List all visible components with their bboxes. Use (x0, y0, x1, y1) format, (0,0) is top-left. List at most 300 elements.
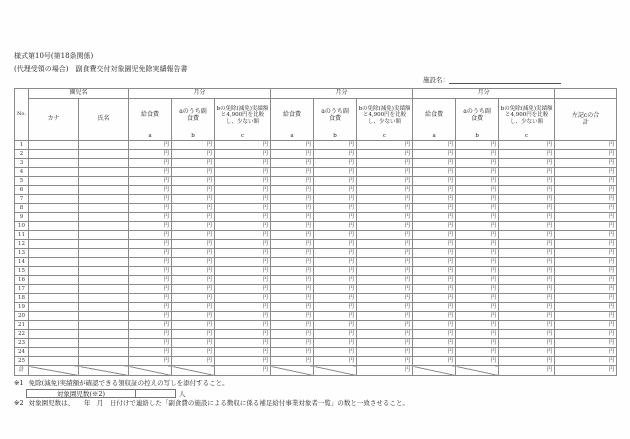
kana-cell (29, 150, 79, 159)
amount-cell-a: 円 (413, 339, 456, 348)
amount-cell-b: 円 (172, 222, 215, 231)
amount-cell-c: 円 (499, 177, 555, 186)
row-number: 18 (15, 294, 29, 303)
amount-cell-a: 円 (413, 177, 456, 186)
row-number: 19 (15, 303, 29, 312)
total-amount-cell: 円 (555, 186, 617, 195)
amount-cell-a: 円 (129, 186, 172, 195)
amount-cell-c: 円 (357, 267, 413, 276)
amount-cell-c: 円 (215, 195, 271, 204)
row-number: 1 (15, 141, 29, 150)
kana-cell (29, 168, 79, 177)
amount-cell-b: 円 (314, 258, 357, 267)
amount-cell-a: 円 (413, 186, 456, 195)
amount-cell-c: 円 (357, 150, 413, 159)
amount-cell-b: 円 (172, 294, 215, 303)
amount-cell-b: 円 (314, 321, 357, 330)
letter-b: b (475, 132, 479, 139)
letter-b: b (191, 132, 195, 139)
amount-cell-a: 円 (129, 150, 172, 159)
total-amount-cell: 円 (555, 357, 617, 366)
child-count-unit: 人 (179, 389, 186, 398)
amount-cell-c: 円 (215, 150, 271, 159)
grand-total-amount-cell: 円 (555, 366, 617, 376)
total-amount-cell: 円 (555, 159, 617, 168)
total-c-amount-cell: 円 (215, 366, 271, 376)
amount-cell-b: 円 (456, 285, 499, 294)
amount-cell-a: 円 (129, 168, 172, 177)
total-amount-cell: 円 (555, 177, 617, 186)
amount-cell-b: 円 (314, 222, 357, 231)
kana-cell (29, 267, 79, 276)
amount-cell-b: 円 (172, 186, 215, 195)
row-number: 14 (15, 258, 29, 267)
amount-cell-c: 円 (215, 222, 271, 231)
amount-cell-c: 円 (357, 312, 413, 321)
amount-cell-a: 円 (271, 159, 314, 168)
amount-cell-c: 円 (499, 195, 555, 204)
amount-cell-b: 円 (456, 177, 499, 186)
row-number: 15 (15, 267, 29, 276)
total-amount-cell: 円 (555, 168, 617, 177)
name-cell (79, 240, 129, 249)
amount-cell-a: 円 (271, 150, 314, 159)
kana-cell (29, 231, 79, 240)
amount-cell-a: 円 (129, 276, 172, 285)
total-amount-cell: 円 (555, 141, 617, 150)
amount-cell-c: 円 (499, 321, 555, 330)
amount-cell-a: 円 (129, 339, 172, 348)
letter-c: c (383, 132, 387, 139)
name-cell (79, 186, 129, 195)
amount-cell-c: 円 (499, 339, 555, 348)
amount-cell-b: 円 (314, 204, 357, 213)
name-cell (79, 249, 129, 258)
amount-cell-b: 円 (314, 177, 357, 186)
row-number: 11 (15, 231, 29, 240)
name-cell (79, 321, 129, 330)
amount-cell-c: 円 (215, 267, 271, 276)
amount-cell-c: 円 (499, 249, 555, 258)
name-cell (79, 267, 129, 276)
amount-cell-c: 円 (215, 249, 271, 258)
amount-cell-a: 円 (129, 294, 172, 303)
kana-cell (29, 204, 79, 213)
amount-cell-a: 円 (413, 330, 456, 339)
name-cell (79, 312, 129, 321)
amount-cell-b: 円 (456, 213, 499, 222)
child-count-field[interactable] (136, 389, 176, 398)
table-row (15, 249, 617, 258)
diagonal-cell (79, 366, 129, 376)
table-row (15, 276, 617, 285)
row-number: 23 (15, 339, 29, 348)
amount-cell-a: 円 (271, 240, 314, 249)
amount-cell-c: 円 (357, 339, 413, 348)
amount-cell-c: 円 (215, 276, 271, 285)
amount-cell-b: 円 (456, 294, 499, 303)
amount-cell-c: 円 (499, 285, 555, 294)
amount-cell-b: 円 (314, 312, 357, 321)
amount-cell-a: 円 (413, 276, 456, 285)
amount-cell-c: 円 (215, 258, 271, 267)
amount-cell-c: 円 (357, 321, 413, 330)
amount-cell-b: 円 (456, 141, 499, 150)
amount-cell-b: 円 (172, 213, 215, 222)
kana-cell (29, 312, 79, 321)
table-row (15, 186, 617, 195)
amount-cell-c: 円 (215, 186, 271, 195)
amount-cell-a: 円 (129, 222, 172, 231)
amount-cell-a: 円 (271, 348, 314, 357)
amount-cell-c: 円 (499, 357, 555, 366)
amount-cell-a: 円 (413, 204, 456, 213)
amount-cell-a: 円 (413, 168, 456, 177)
amount-cell-a: 円 (129, 303, 172, 312)
amount-cell-b: 円 (172, 267, 215, 276)
diagonal-cell (172, 366, 215, 376)
total-amount-cell: 円 (555, 249, 617, 258)
amount-cell-c: 円 (215, 204, 271, 213)
diagonal-cell (129, 366, 172, 376)
amount-cell-b: 円 (314, 348, 357, 357)
table-row (15, 312, 617, 321)
letter-a: a (290, 132, 294, 139)
amount-cell-b: 円 (456, 276, 499, 285)
row-number: 20 (15, 312, 29, 321)
amount-cell-c: 円 (215, 141, 271, 150)
kana-cell (29, 159, 79, 168)
total-amount-cell: 円 (555, 330, 617, 339)
amount-cell-a: 円 (413, 321, 456, 330)
amount-cell-a: 円 (271, 276, 314, 285)
amount-cell-a: 円 (271, 312, 314, 321)
page-title: (代理受領の場合) 副食費交付対象園児免除実績報告書 (14, 65, 188, 73)
amount-cell-b: 円 (456, 303, 499, 312)
row-number: 22 (15, 330, 29, 339)
name-cell (79, 177, 129, 186)
amount-cell-b: 円 (172, 195, 215, 204)
amount-cell-c: 円 (499, 267, 555, 276)
header-meal-fee-2: 給食費 a (271, 99, 314, 141)
amount-cell-a: 円 (413, 258, 456, 267)
amount-cell-b: 円 (456, 339, 499, 348)
total-amount-cell: 円 (555, 339, 617, 348)
amount-cell-c: 円 (499, 168, 555, 177)
amount-cell-b: 円 (172, 177, 215, 186)
amount-cell-a: 円 (271, 186, 314, 195)
amount-cell-b: 円 (314, 249, 357, 258)
total-amount-cell: 円 (555, 321, 617, 330)
amount-cell-b: 円 (314, 195, 357, 204)
diagonal-cell (29, 366, 79, 376)
note1-label: ※1 (14, 379, 24, 387)
amount-cell-a: 円 (271, 177, 314, 186)
amount-cell-a: 円 (271, 321, 314, 330)
amount-cell-a: 円 (271, 294, 314, 303)
amount-cell-b: 円 (456, 195, 499, 204)
amount-cell-c: 円 (357, 168, 413, 177)
row-number: 2 (15, 150, 29, 159)
amount-cell-b: 円 (456, 348, 499, 357)
header-total: 左記cの合計 (555, 99, 617, 141)
amount-cell-b: 円 (314, 213, 357, 222)
amount-cell-a: 円 (271, 285, 314, 294)
child-count-label: 対象園児数(※2) (26, 389, 136, 398)
amount-cell-a: 円 (413, 348, 456, 357)
amount-cell-c: 円 (499, 330, 555, 339)
amount-cell-c: 円 (499, 294, 555, 303)
kana-cell (29, 240, 79, 249)
amount-cell-a: 円 (413, 240, 456, 249)
letter-a: a (148, 132, 152, 139)
kana-cell (29, 330, 79, 339)
header-meal-fee-1: 給食費 a (129, 99, 172, 141)
name-cell (79, 303, 129, 312)
amount-cell-b: 円 (172, 312, 215, 321)
amount-cell-a: 円 (129, 348, 172, 357)
amount-cell-c: 円 (357, 348, 413, 357)
amount-cell-a: 円 (413, 195, 456, 204)
facility-name-row (423, 75, 561, 84)
amount-cell-c: 円 (357, 285, 413, 294)
table-row (15, 294, 617, 303)
kana-cell (29, 258, 79, 267)
amount-cell-c: 円 (215, 339, 271, 348)
amount-cell-b: 円 (314, 267, 357, 276)
amount-cell-b: 円 (314, 150, 357, 159)
amount-cell-a: 円 (129, 213, 172, 222)
name-cell (79, 159, 129, 168)
amount-cell-a: 円 (129, 312, 172, 321)
amount-cell-c: 円 (357, 330, 413, 339)
amount-cell-b: 円 (456, 249, 499, 258)
table-row (15, 321, 617, 330)
kana-cell (29, 321, 79, 330)
amount-cell-a: 円 (129, 204, 172, 213)
kana-cell (29, 186, 79, 195)
name-cell (79, 258, 129, 267)
row-number: 5 (15, 177, 29, 186)
amount-cell-c: 円 (215, 240, 271, 249)
amount-cell-b: 円 (172, 150, 215, 159)
amount-cell-b: 円 (314, 186, 357, 195)
name-cell (79, 168, 129, 177)
report-table-body (15, 141, 617, 376)
header-meal-fee-3: 給食費 a (413, 99, 456, 141)
amount-cell-b: 円 (172, 240, 215, 249)
amount-cell-c: 円 (215, 357, 271, 366)
diagonal-cell (456, 366, 499, 376)
amount-cell-c: 円 (357, 303, 413, 312)
table-row (15, 168, 617, 177)
kana-cell (29, 177, 79, 186)
name-cell (79, 285, 129, 294)
total-amount-cell: 円 (555, 258, 617, 267)
form-number: 様式第10号(第18条関係) (14, 52, 94, 60)
amount-cell-c: 円 (499, 240, 555, 249)
amount-cell-b: 円 (172, 159, 215, 168)
amount-cell-b: 円 (456, 312, 499, 321)
amount-cell-b: 円 (172, 141, 215, 150)
amount-cell-a: 円 (129, 195, 172, 204)
total-amount-cell: 円 (555, 303, 617, 312)
header-exemption-2: bの免除(減免)実績額と4,900円を比較し、少ない額 c (357, 99, 413, 141)
amount-cell-c: 円 (357, 204, 413, 213)
amount-cell-b: 円 (172, 258, 215, 267)
name-cell (79, 213, 129, 222)
table-row (15, 195, 617, 204)
amount-cell-a: 円 (413, 141, 456, 150)
name-cell (79, 195, 129, 204)
amount-cell-a: 円 (271, 204, 314, 213)
amount-cell-a: 円 (129, 267, 172, 276)
amount-cell-c: 円 (357, 294, 413, 303)
amount-cell-a: 円 (271, 303, 314, 312)
amount-cell-b: 円 (172, 249, 215, 258)
amount-cell-a: 円 (271, 339, 314, 348)
kana-cell (29, 249, 79, 258)
amount-cell-c: 円 (357, 195, 413, 204)
amount-cell-c: 円 (499, 312, 555, 321)
kana-cell (29, 222, 79, 231)
amount-cell-c: 円 (357, 357, 413, 366)
note2 (14, 399, 616, 408)
note1 (14, 379, 616, 388)
amount-cell-b: 円 (456, 231, 499, 240)
facility-name-field[interactable] (449, 77, 561, 84)
total-amount-cell: 円 (555, 240, 617, 249)
table-row (15, 303, 617, 312)
amount-cell-a: 円 (129, 357, 172, 366)
amount-cell-a: 円 (129, 141, 172, 150)
amount-cell-b: 円 (314, 240, 357, 249)
row-number: 13 (15, 249, 29, 258)
table-row (15, 285, 617, 294)
letter-a: a (432, 132, 436, 139)
header-exemption-3: bの免除(減免)実績額と4,900円を比較し、少ない額 c (499, 99, 555, 141)
amount-cell-a: 円 (129, 231, 172, 240)
amount-cell-c: 円 (215, 312, 271, 321)
amount-cell-a: 円 (413, 267, 456, 276)
row-number: 4 (15, 168, 29, 177)
amount-cell-a: 円 (271, 357, 314, 366)
total-amount-cell: 円 (555, 150, 617, 159)
amount-cell-a: 円 (271, 222, 314, 231)
amount-cell-a: 円 (413, 159, 456, 168)
header-child-name: 園児名 (29, 89, 129, 99)
amount-cell-b: 円 (314, 339, 357, 348)
amount-cell-a: 円 (413, 213, 456, 222)
amount-cell-a: 円 (129, 177, 172, 186)
amount-cell-b: 円 (172, 285, 215, 294)
amount-cell-c: 円 (357, 258, 413, 267)
amount-cell-a: 円 (271, 330, 314, 339)
amount-cell-b: 円 (456, 150, 499, 159)
name-cell (79, 348, 129, 357)
amount-cell-a: 円 (413, 222, 456, 231)
amount-cell-a: 円 (129, 159, 172, 168)
note2-text: 対象園児数は、 年 月 日付けで連絡した「副食費の施設による徴収に係る補足給付事業対象者一覧」の数と一致させること。 (28, 398, 409, 407)
table-row (15, 258, 617, 267)
amount-cell-b: 円 (172, 231, 215, 240)
amount-cell-c: 円 (499, 276, 555, 285)
diagonal-cell (271, 366, 314, 376)
amount-cell-b: 円 (456, 240, 499, 249)
amount-cell-c: 円 (357, 222, 413, 231)
amount-cell-c: 円 (499, 303, 555, 312)
kana-cell (29, 348, 79, 357)
total-row-label: 計 (15, 366, 29, 376)
amount-cell-b: 円 (172, 339, 215, 348)
note2-label: ※2 (14, 398, 24, 407)
amount-cell-b: 円 (456, 258, 499, 267)
amount-cell-b: 円 (314, 330, 357, 339)
total-amount-cell: 円 (555, 195, 617, 204)
diagonal-cell (413, 366, 456, 376)
table-row (15, 159, 617, 168)
amount-cell-a: 円 (413, 357, 456, 366)
name-cell (79, 141, 129, 150)
row-number: 9 (15, 213, 29, 222)
name-cell (79, 330, 129, 339)
header-month-2: 月分 (271, 89, 413, 99)
header-side-dish-3: aのうち副食費 b (456, 99, 499, 141)
header-month-1: 月分 (129, 89, 271, 99)
amount-cell-b: 円 (314, 141, 357, 150)
table-row (15, 330, 617, 339)
amount-cell-c: 円 (357, 231, 413, 240)
amount-cell-c: 円 (357, 249, 413, 258)
amount-cell-b: 円 (456, 357, 499, 366)
row-number: 3 (15, 159, 29, 168)
amount-cell-a: 円 (271, 195, 314, 204)
amount-cell-a: 円 (271, 168, 314, 177)
amount-cell-a: 円 (129, 285, 172, 294)
total-amount-cell: 円 (555, 276, 617, 285)
amount-cell-c: 円 (499, 348, 555, 357)
amount-cell-b: 円 (172, 276, 215, 285)
amount-cell-c: 円 (357, 159, 413, 168)
kana-cell (29, 303, 79, 312)
amount-cell-a: 円 (271, 249, 314, 258)
total-amount-cell: 円 (555, 285, 617, 294)
amount-cell-b: 円 (456, 159, 499, 168)
amount-cell-a: 円 (271, 141, 314, 150)
amount-cell-c: 円 (357, 276, 413, 285)
amount-cell-b: 円 (456, 222, 499, 231)
report-table (14, 88, 617, 376)
letter-c: c (525, 132, 529, 139)
name-cell (79, 204, 129, 213)
name-cell (79, 150, 129, 159)
row-number: 16 (15, 276, 29, 285)
kana-cell (29, 339, 79, 348)
amount-cell-c: 円 (215, 159, 271, 168)
amount-cell-b: 円 (172, 168, 215, 177)
amount-cell-c: 円 (499, 150, 555, 159)
amount-cell-c: 円 (215, 213, 271, 222)
amount-cell-c: 円 (357, 213, 413, 222)
kana-cell (29, 195, 79, 204)
amount-cell-c: 円 (499, 222, 555, 231)
amount-cell-c: 円 (215, 168, 271, 177)
amount-cell-b: 円 (456, 267, 499, 276)
amount-cell-c: 円 (215, 294, 271, 303)
name-cell (79, 222, 129, 231)
name-cell (79, 357, 129, 366)
amount-cell-a: 円 (129, 258, 172, 267)
